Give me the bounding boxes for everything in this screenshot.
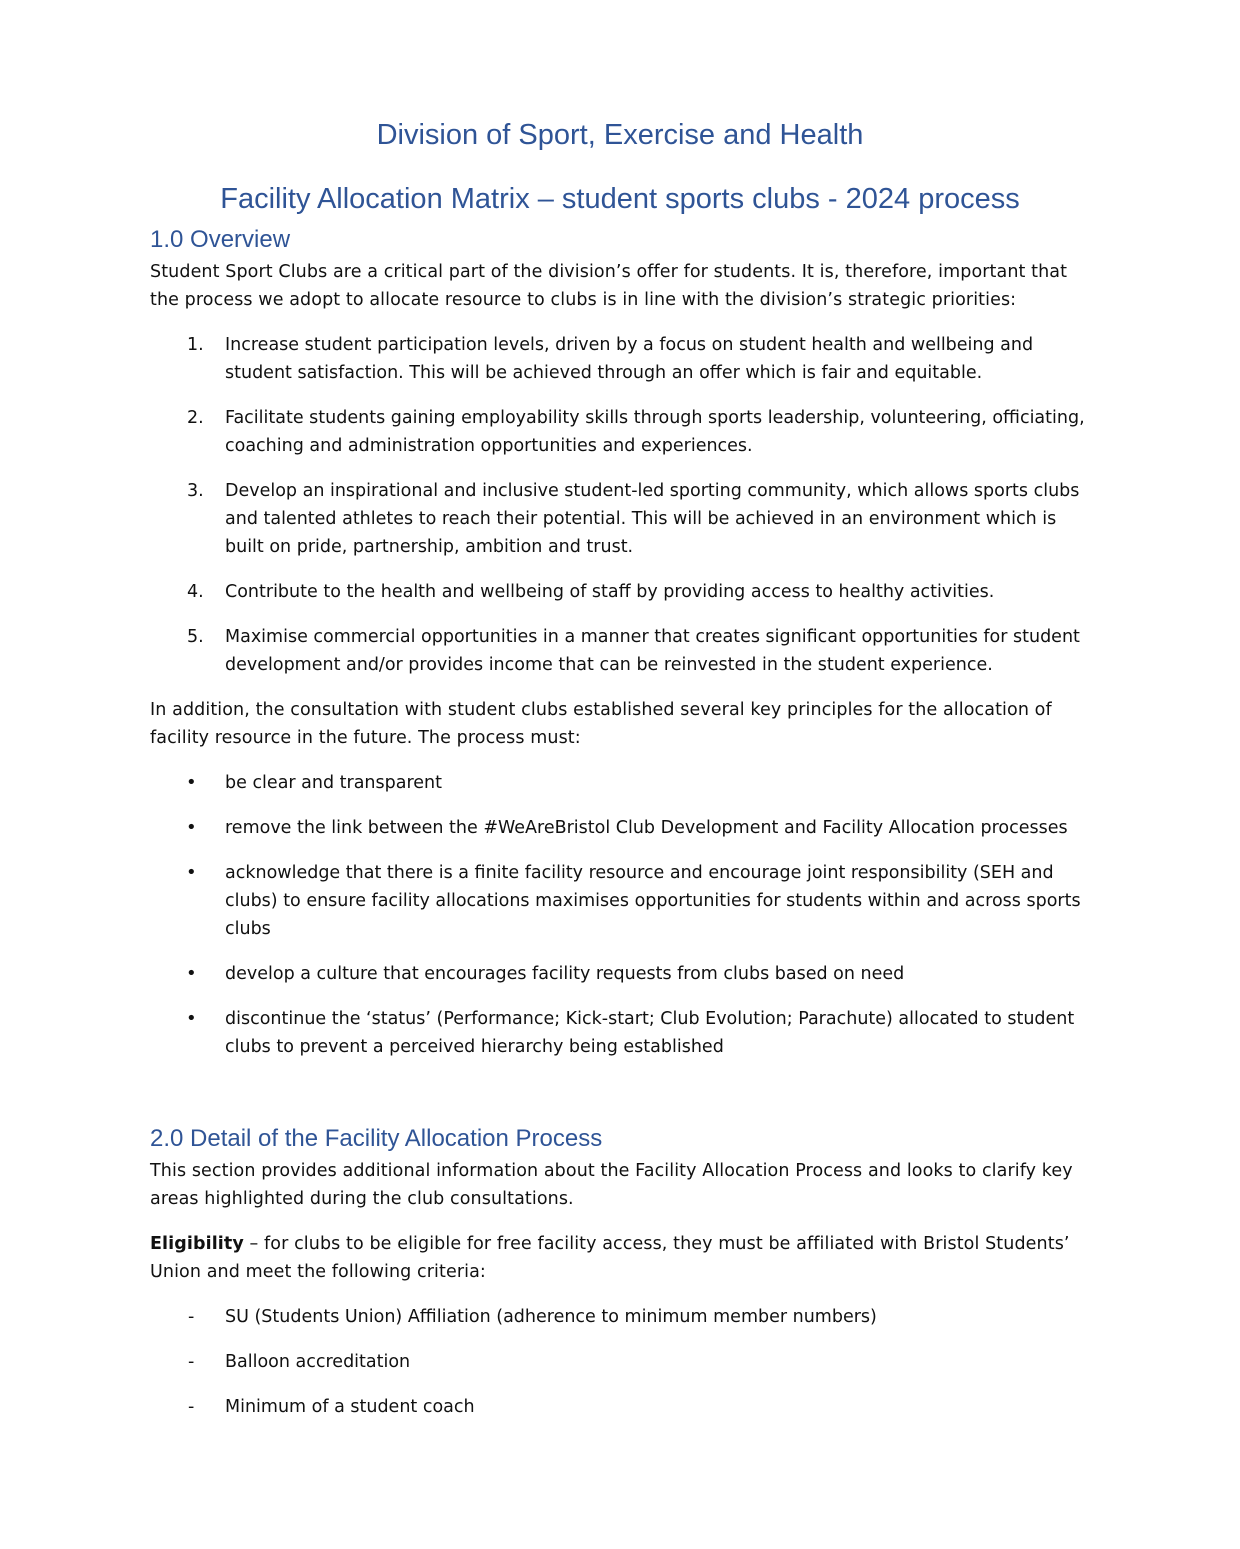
list-item-text: Minimum of a student coach [225, 1397, 475, 1417]
list-item-text: SU (Students Union) Affiliation (adherence to minimum member numbers) [225, 1307, 877, 1327]
list-item-text: discontinue the ‘status’ (Performance; Kick-start; Club Evolution; Parachute) allocated to student clubs to prevent a perceived hierarchy being established [225, 1009, 1075, 1057]
list-item-text: Contribute to the health and wellbeing of staff by providing access to healthy activities. [225, 582, 995, 602]
list-item-text: Maximise commercial opportunities in a manner that creates significant opportunities for student development and/or provides income that can be reinvested in the student experience. [225, 627, 1080, 675]
list-number: 3. [187, 481, 204, 501]
list-item [150, 769, 1090, 797]
list-item-text: Balloon accreditation [225, 1352, 411, 1372]
list-item [150, 1005, 1090, 1061]
detail-heading: 2.0 Detail of the Facility Allocation Process [150, 1125, 603, 1152]
list-item-text: acknowledge that there is a finite facility resource and encourage joint responsibility (SEH and clubs) to ensure facility allocations maximises opportunities for students within and across sports clubs [225, 863, 1081, 939]
criteria-list [150, 1303, 1090, 1421]
eligibility-paragraph [150, 1230, 1090, 1286]
list-item-text: be clear and transparent [225, 773, 443, 793]
priorities-list [150, 331, 1090, 679]
list-item [150, 1348, 1090, 1376]
list-number: 4. [187, 582, 204, 602]
list-item [150, 1393, 1090, 1421]
detail-section [150, 1121, 1090, 1421]
bullet-icon: • [186, 963, 197, 984]
dash-icon: - [188, 1307, 195, 1327]
document-page [150, 112, 1090, 1421]
document-subtitle: Facility Allocation Matrix – student sports clubs - 2024 process [220, 183, 1020, 215]
detail-intro: This section provides additional information about the Facility Allocation Process and looks to clarify key areas highlighted during the club consultations. [150, 1161, 1073, 1209]
list-item [150, 477, 1090, 561]
list-item [150, 623, 1090, 679]
list-item-text: Increase student participation levels, driven by a focus on student health and wellbeing and student satisfaction. This will be achieved through an offer which is fair and equitable. [225, 335, 1034, 383]
list-item [150, 1303, 1090, 1331]
principles-intro: In addition, the consultation with student clubs established several key principles for the allocation of facility resource in the future. The process must: [150, 700, 1052, 748]
list-number: 1. [187, 335, 204, 355]
list-item [150, 814, 1090, 842]
bullet-icon: • [186, 862, 197, 883]
eligibility-label: Eligibility [150, 1234, 244, 1254]
bullet-icon: • [186, 1008, 197, 1029]
bullet-icon: • [186, 772, 197, 793]
list-item [150, 331, 1090, 387]
list-number: 5. [187, 627, 204, 647]
bullet-icon: • [186, 817, 197, 838]
overview-heading: 1.0 Overview [150, 226, 291, 253]
list-item-text: Facilitate students gaining employability skills through sports leadership, volunteering, officiating, coaching and administration opportunities and experiences. [225, 408, 1085, 456]
list-item [150, 404, 1090, 460]
overview-intro: Student Sport Clubs are a critical part of the division’s offer for students. It is, therefore, important that the process we adopt to allocate resource to clubs is in line with the division’s strategic priorities: [150, 262, 1068, 310]
list-item-text: remove the link between the #WeAreBristol Club Development and Facility Allocation processes [225, 818, 1068, 838]
eligibility-text: – for clubs to be eligible for free facility access, they must be affiliated with Bristol Students’ Union and meet the following criteria: [150, 1234, 1070, 1282]
list-item [150, 960, 1090, 988]
list-item-text: develop a culture that encourages facility requests from clubs based on need [225, 964, 905, 984]
list-number: 2. [187, 408, 204, 428]
document-title: Division of Sport, Exercise and Health [376, 119, 864, 151]
principles-list [150, 769, 1090, 1061]
list-item [150, 859, 1090, 943]
list-item [150, 578, 1090, 606]
dash-icon: - [188, 1397, 195, 1417]
list-item-text: Develop an inspirational and inclusive student-led sporting community, which allows sports clubs and talented athletes to reach their potential. This will be achieved in an environment which is built on pride, partnership, ambition and trust. [225, 481, 1080, 557]
dash-icon: - [188, 1352, 195, 1372]
